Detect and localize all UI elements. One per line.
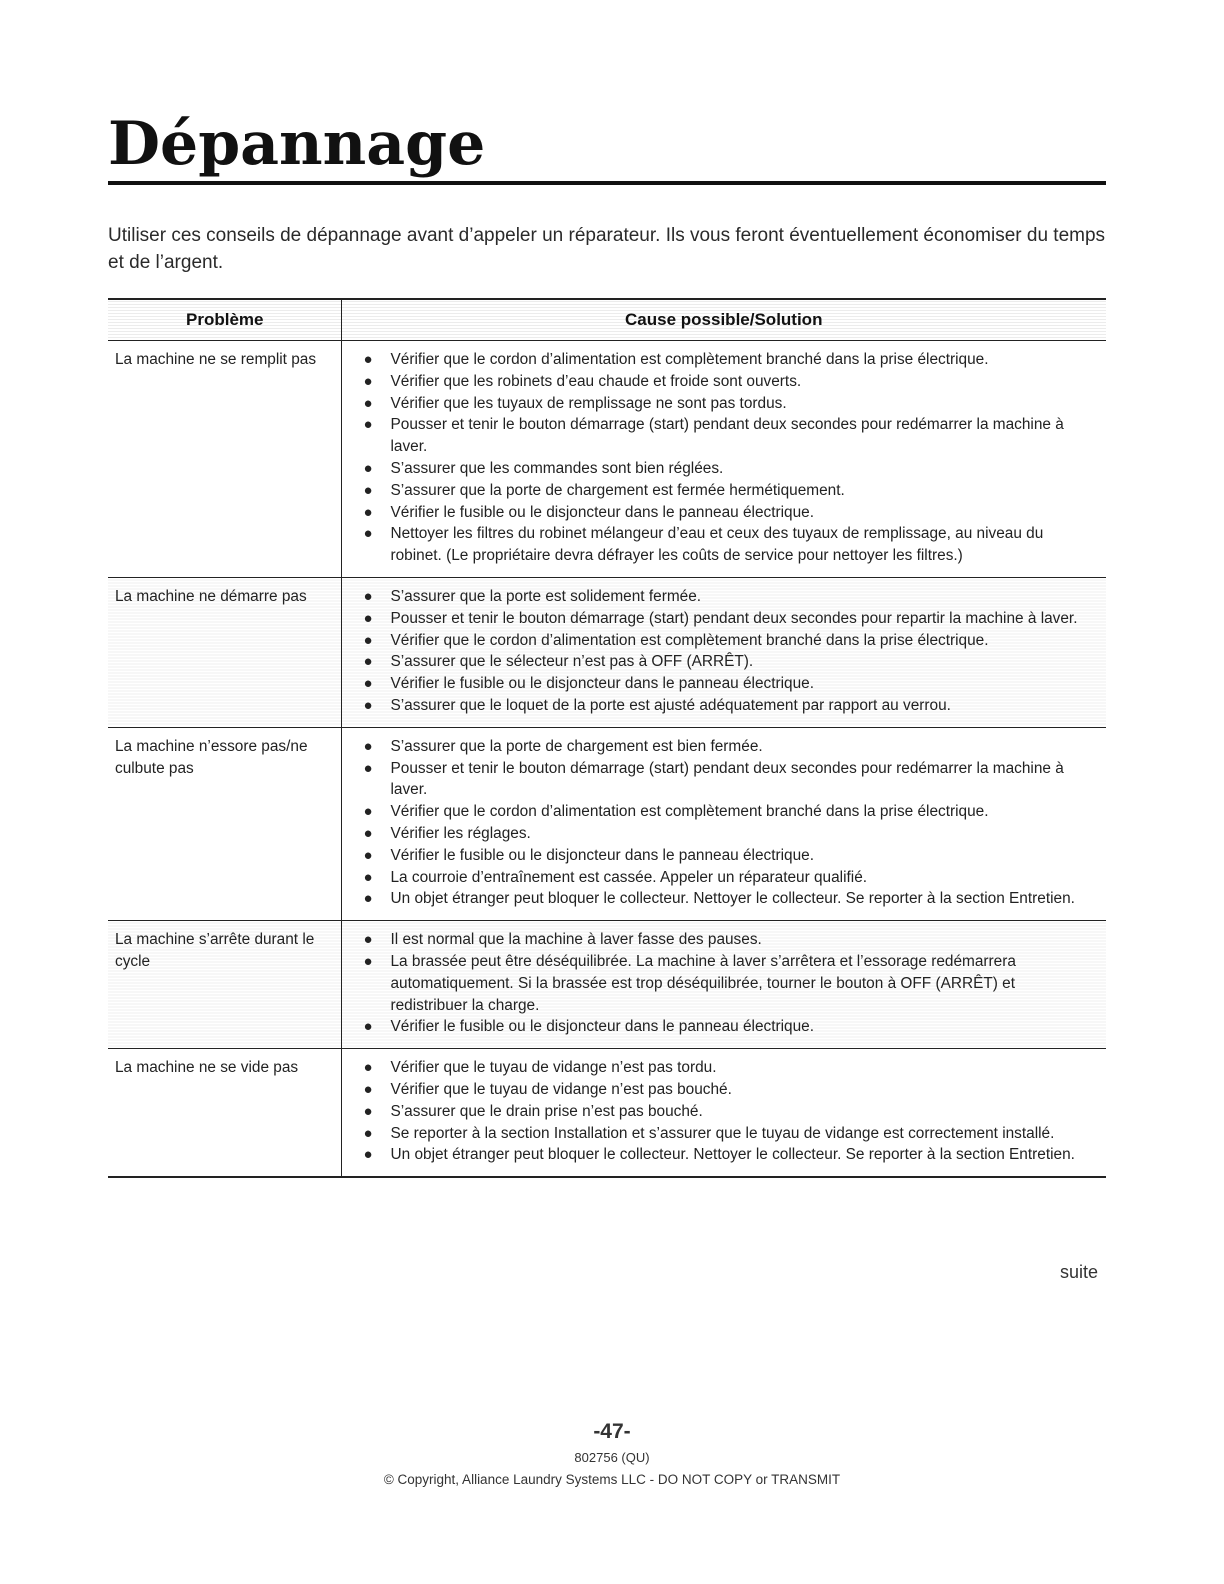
list-item: ● Vérifier que le cordon d’alimentation est complètement branché dans la prise électrique. (342, 630, 1097, 652)
table-row (108, 341, 1106, 578)
list-item: ● La courroie d’entraînement est cassée. Appeler un réparateur qualifié. (342, 867, 1097, 889)
list-item: ● Vérifier que le tuyau de vidange n’est pas tordu. (342, 1057, 1097, 1079)
list-item: ● Vérifier que les robinets d’eau chaude et froide sont ouverts. (342, 371, 1097, 393)
list-item: ● Vérifier le fusible ou le disjoncteur dans le panneau électrique. (342, 1016, 1097, 1038)
list-item: ● S’assurer que le loquet de la porte est ajusté adéquatement par rapport au verrou. (342, 695, 1097, 717)
intro-paragraph: Utiliser ces conseils de dépannage avant d’appeler un réparateur. Ils vous feront éventuellement économiser du temps et de l’argent. (108, 225, 1106, 273)
document-number: 802756 (QU) (574, 1450, 650, 1465)
list-item: ● S’assurer que la porte de chargement est bien fermée. (342, 736, 1097, 758)
list-item: ● Se reporter à la section Installation et s’assurer que le tuyau de vidange est correctement installé. (342, 1123, 1097, 1145)
list-item: ● Vérifier que les tuyaux de remplissage ne sont pas tordus. (342, 393, 1097, 415)
bullet-icon: ● (363, 759, 373, 777)
bullet-icon: ● (363, 503, 373, 521)
table-row (108, 727, 1106, 920)
bullet-icon: ● (363, 1018, 373, 1036)
bullet-icon: ● (363, 653, 373, 671)
table-row (108, 921, 1106, 1049)
list-item: ● S’assurer que le sélecteur n’est pas à OFF (ARRÊT). (342, 651, 1097, 673)
table-row (108, 577, 1106, 727)
bullet-icon: ● (363, 1146, 373, 1164)
bullet-icon: ● (363, 1124, 373, 1142)
problem-cell: La machine n’essore pas/ne culbute pas (108, 727, 341, 920)
list-item: ● Vérifier que le tuyau de vidange n’est pas bouché. (342, 1079, 1097, 1101)
bullet-icon: ● (363, 372, 373, 390)
page-title: Dépannage (108, 109, 486, 179)
problem-cell: La machine ne se remplit pas (108, 341, 341, 578)
bullet-icon: ● (363, 803, 373, 821)
bullet-icon: ● (363, 416, 373, 434)
list-item: ● S’assurer que les commandes sont bien réglées. (342, 458, 1097, 480)
bullet-icon: ● (363, 675, 373, 693)
list-item: ● Il est normal que la machine à laver fasse des pauses. (342, 929, 1097, 951)
bullet-icon: ● (363, 1102, 373, 1120)
bullet-icon: ● (363, 696, 373, 714)
bullet-icon: ● (363, 481, 373, 499)
list-item: ● S’assurer que la porte de chargement est fermée hermétiquement. (342, 480, 1097, 502)
bullet-icon: ● (363, 631, 373, 649)
bullet-icon: ● (363, 737, 373, 755)
bullet-icon: ● (363, 587, 373, 605)
problem-cell: La machine s’arrête durant le cycle (108, 921, 341, 1049)
list-item: ● Un objet étranger peut bloquer le collecteur. Nettoyer le collecteur. Se reporter à la section Entretien. (342, 1144, 1097, 1166)
troubleshooting-table (108, 298, 1106, 1178)
bullet-icon: ● (363, 351, 373, 368)
list-item: ● Pousser et tenir le bouton démarrage (start) pendant deux secondes pour redémarrer la machine à laver. (363, 416, 1064, 456)
bullet-icon: ● (363, 609, 373, 627)
bullet-icon: ● (363, 952, 373, 970)
copyright-notice: © Copyright, Alliance Laundry Systems LLC - DO NOT COPY or TRANSMIT (383, 1472, 841, 1487)
continued-label: suite (1059, 1262, 1098, 1282)
bullet-icon: ● (363, 890, 373, 908)
list-item: ● Vérifier les réglages. (342, 823, 1097, 845)
bullet-icon: ● (363, 394, 373, 412)
list-item: ● Vérifier le fusible ou le disjoncteur dans le panneau électrique. (342, 845, 1097, 867)
solution-cell (341, 341, 1106, 578)
solution-cell (341, 921, 1106, 1049)
page-number: -47- (593, 1420, 631, 1443)
solution-header: Cause possible/Solution (341, 299, 1106, 341)
title-rule (108, 181, 1106, 185)
list-item: ● Vérifier le fusible ou le disjoncteur dans le panneau électrique. (342, 673, 1097, 695)
list-item: ● Pousser et tenir le bouton démarrage (start) pendant deux secondes pour repartir la machine à laver. (342, 608, 1097, 630)
solution-cell (341, 577, 1106, 727)
bullet-icon: ● (363, 824, 373, 842)
bullet-icon: ● (363, 868, 373, 886)
bullet-icon: ● (363, 1059, 373, 1077)
solution-cell (341, 1049, 1106, 1177)
table-row (108, 1049, 1106, 1177)
list-item: ● Pousser et tenir le bouton démarrage (start) pendant deux secondes pour redémarrer la machine à laver. (363, 759, 1064, 799)
list-item: ● La brassée peut être déséquilibrée. La machine à laver s’arrêtera et l’essorage redémarrera automatiquement. Si la brassée est trop déséquilibrée, tourner le bouton à OFF (ARRÊT) et redistribuer la charge. (363, 952, 1016, 1014)
list-item: ● S’assurer que le drain prise n’est pas bouché. (342, 1101, 1097, 1123)
bullet-icon: ● (363, 846, 373, 864)
problem-header: Problème (108, 299, 341, 341)
bullet-icon: ● (363, 459, 373, 477)
list-item: ● Vérifier que le cordon d’alimentation est complètement branché dans la prise électrique. (342, 349, 1097, 371)
table-header-row (108, 299, 1106, 341)
list-item: ● Vérifier le fusible ou le disjoncteur dans le panneau électrique. (342, 502, 1097, 524)
list-item: ● Nettoyer les filtres du robinet mélangeur d’eau et ceux des tuyaux de remplissage, au niveau du robinet. (Le propriétaire devra défrayer les coûts de service pour nettoyer les filtres.) (363, 525, 1044, 565)
problem-cell: La machine ne se vide pas (108, 1049, 341, 1177)
bullet-icon: ● (363, 525, 373, 543)
list-item: ● Vérifier que le cordon d’alimentation est complètement branché dans la prise électrique. (342, 801, 1097, 823)
problem-cell: La machine ne démarre pas (108, 577, 341, 727)
bullet-icon: ● (363, 931, 373, 949)
list-item: ● Un objet étranger peut bloquer le collecteur. Nettoyer le collecteur. Se reporter à la section Entretien. (342, 888, 1097, 910)
list-item: ● S’assurer que la porte est solidement fermée. (342, 586, 1097, 608)
solution-cell (341, 727, 1106, 920)
bullet-icon: ● (363, 1080, 373, 1098)
